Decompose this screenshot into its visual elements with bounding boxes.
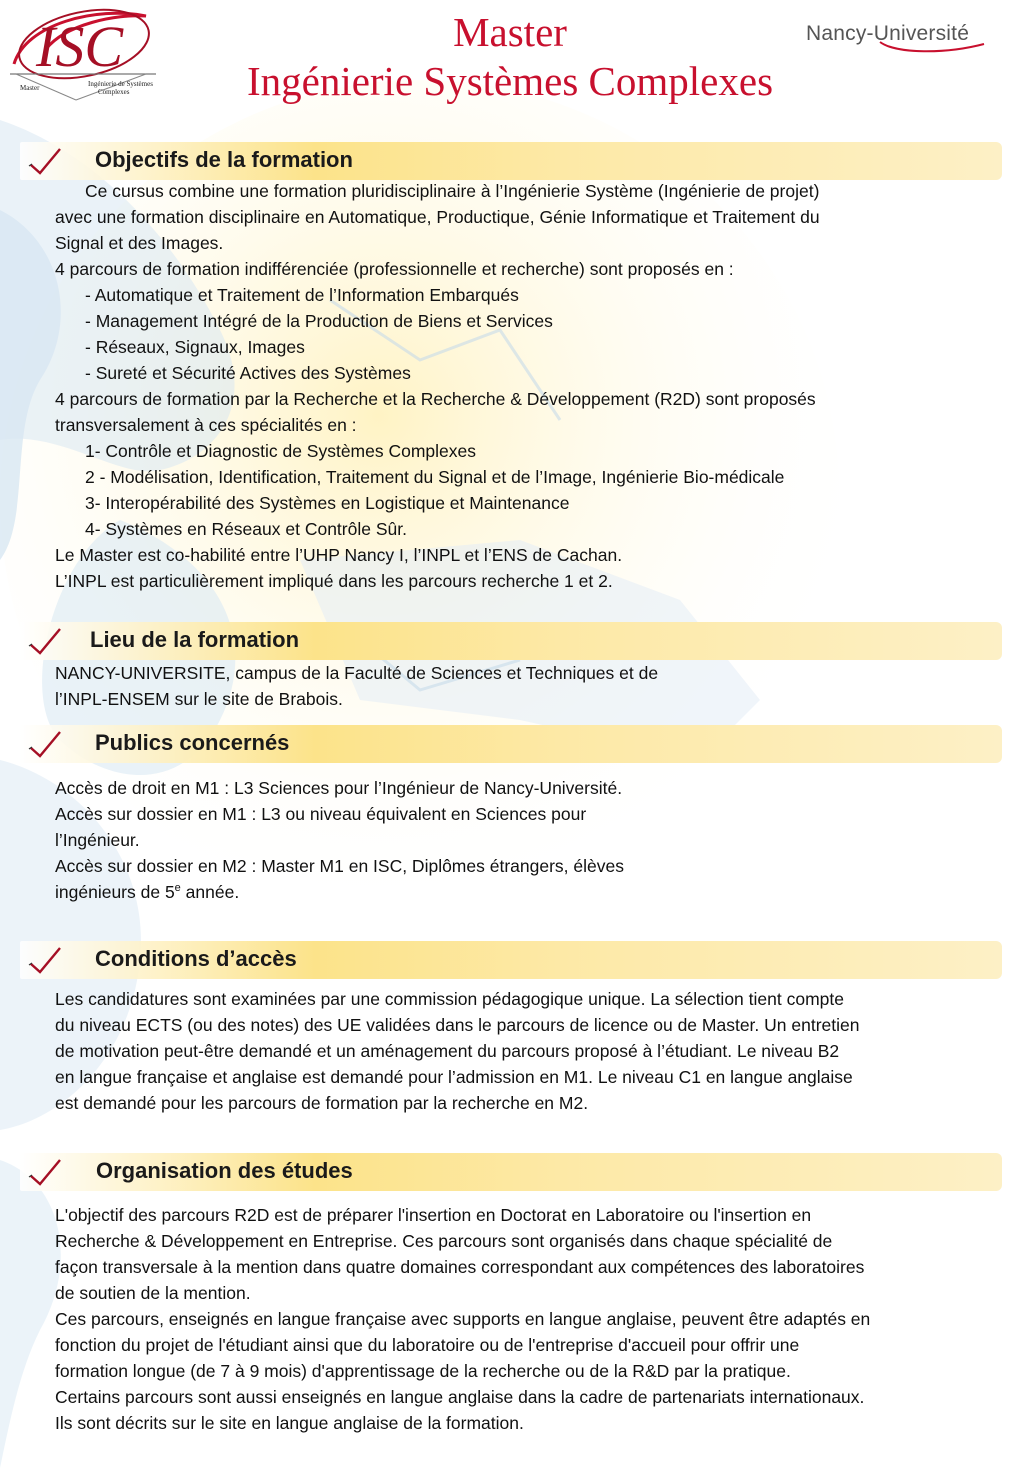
checkmark-icon (26, 944, 66, 978)
list-item: - Automatique et Traitement de l’Information Embarqués (85, 285, 519, 305)
text-line: L'objectif des parcours R2D est de préparer l'insertion en Doctorat en Laboratoire ou l'insertion en (55, 1205, 812, 1225)
svg-text:ISC: ISC (36, 14, 123, 79)
text-line: Accès de droit en M1 : L3 Sciences pour l’Ingénieur de Nancy-Université. (55, 778, 623, 798)
svg-text:Ingénierie de Systèmes: Ingénierie de Systèmes (88, 80, 153, 88)
page-title (150, 8, 870, 106)
section-bar-objectifs (20, 142, 1002, 180)
text-line: transversalement à ces spécialités en : (55, 415, 357, 435)
checkmark-icon (26, 145, 66, 179)
list-item: - Sureté et Sécurité Actives des Systèmes (85, 363, 411, 383)
title-line-1: Master (453, 9, 567, 55)
section-body-lieu (55, 660, 658, 712)
text-line: de motivation peut-être demandé et un aménagement du parcours proposé à l’étudiant. Le niveau B2 (55, 1041, 840, 1061)
text-fragment: année. (180, 882, 240, 902)
checkmark-icon (26, 1156, 66, 1190)
title-line-2: Ingénierie Systèmes Complexes (246, 58, 774, 104)
nancy-logo-swoosh (806, 22, 996, 62)
text-line: Signal et des Images. (55, 233, 224, 253)
text-line: de soutien de la mention. (55, 1283, 251, 1303)
section-title-objectifs: Objectifs de la formation (95, 147, 353, 172)
section-body-conditions (55, 986, 859, 1116)
text-line: Ce cursus combine une formation pluridisciplinaire à l’Ingénierie Système (Ingénierie de projet) (85, 181, 820, 201)
list-item: - Management Intégré de la Production de Biens et Services (85, 311, 553, 331)
section-bar-organisation (20, 1153, 1002, 1191)
section-bar-publics (20, 725, 1002, 763)
text-line: formation longue (de 7 à 9 mois) d'apprentissage de la recherche ou de la R&D par la pratique. (55, 1361, 791, 1381)
section-title-lieu: Lieu de la formation (90, 627, 300, 652)
svg-text:Complexes: Complexes (98, 88, 130, 96)
text-line: L’INPL est particulièrement impliqué dans les parcours recherche 1 et 2. (55, 571, 613, 591)
text-fragment: ingénieurs de 5 (55, 882, 175, 902)
checkmark-icon (26, 728, 66, 762)
list-item: 3- Interopérabilité des Systèmes en Logistique et Maintenance (85, 493, 570, 513)
text-line: fonction du projet de l'étudiant ainsi que du laboratoire ou de l'entreprise d'accueil pour offrir une (55, 1335, 800, 1355)
section-bar-lieu (20, 622, 1002, 660)
section-body-objectifs (55, 178, 820, 594)
text-line: avec une formation disciplinaire en Automatique, Productique, Génie Informatique et Traitement du (55, 207, 820, 227)
text-line: Accès sur dossier en M1 : L3 ou niveau équivalent en Sciences pour (55, 804, 587, 824)
section-bar-conditions (20, 941, 1002, 979)
text-line: l’Ingénieur. (55, 830, 140, 850)
text-line: Ces parcours, enseignés en langue française avec supports en langue anglaise, peuvent être adaptés en (55, 1309, 871, 1329)
isc-logo (6, 4, 158, 104)
nancy-universite-logo-text: Nancy-Université (806, 22, 970, 45)
text-line: 4 parcours de formation par la Recherche et la Recherche & Développement (R2D) sont proposés (55, 389, 816, 409)
text-line: du niveau ECTS (ou des notes) des UE validées dans le parcours de licence ou de Master. Un entretien (55, 1015, 860, 1035)
checkmark-icon (26, 625, 66, 659)
list-item: 2 - Modélisation, Identification, Traitement du Signal et de l’Image, Ingénierie Bio-médicale (85, 467, 785, 487)
list-item: 1- Contrôle et Diagnostic de Systèmes Complexes (85, 441, 477, 461)
text-line-last (55, 879, 624, 905)
text-line: l’INPL-ENSEM sur le site de Brabois. (55, 689, 343, 709)
list-item: 4- Systèmes en Réseaux et Contrôle Sûr. (85, 519, 407, 539)
text-line: 4 parcours de formation indifférenciée (professionnelle et recherche) sont proposés en : (55, 259, 734, 279)
text-line: façon transversale à la mention dans quatre domaines correspondant aux compétences des laboratoires (55, 1257, 865, 1277)
text-line: Accès sur dossier en M2 : Master M1 en ISC, Diplômes étrangers, élèves (55, 856, 624, 876)
section-title-conditions: Conditions d’accès (95, 946, 297, 971)
superscript: e (174, 882, 181, 895)
section-title-organisation: Organisation des études (96, 1158, 353, 1183)
list-item: - Réseaux, Signaux, Images (85, 337, 305, 357)
text-line: Ils sont décrits sur le site en langue anglaise de la formation. (55, 1413, 524, 1433)
section-body-organisation (55, 1202, 870, 1436)
section-title-publics: Publics concernés (95, 730, 290, 755)
text-line: NANCY-UNIVERSITE, campus de la Faculté de Sciences et Techniques et de (55, 663, 659, 683)
text-line: Certains parcours sont aussi enseignés en langue anglaise dans la cadre de partenariats internationaux. (55, 1387, 865, 1407)
text-line: Le Master est co-habilité entre l’UHP Nancy I, l’INPL et l’ENS de Cachan. (55, 545, 623, 565)
svg-text:Master: Master (20, 84, 40, 92)
section-body-publics (55, 775, 624, 905)
text-line: en langue française et anglaise est demandé pour l’admission en M1. Le niveau C1 en langue anglaise (55, 1067, 853, 1087)
text-line: est demandé pour les parcours de formation par la recherche en M2. (55, 1093, 589, 1113)
text-line: Les candidatures sont examinées par une commission pédagogique unique. La sélection tient compte (55, 989, 844, 1009)
text-line: Recherche & Développement en Entreprise. Ces parcours sont organisés dans chaque spécialité de (55, 1231, 833, 1251)
nancy-universite-logo (806, 22, 996, 62)
